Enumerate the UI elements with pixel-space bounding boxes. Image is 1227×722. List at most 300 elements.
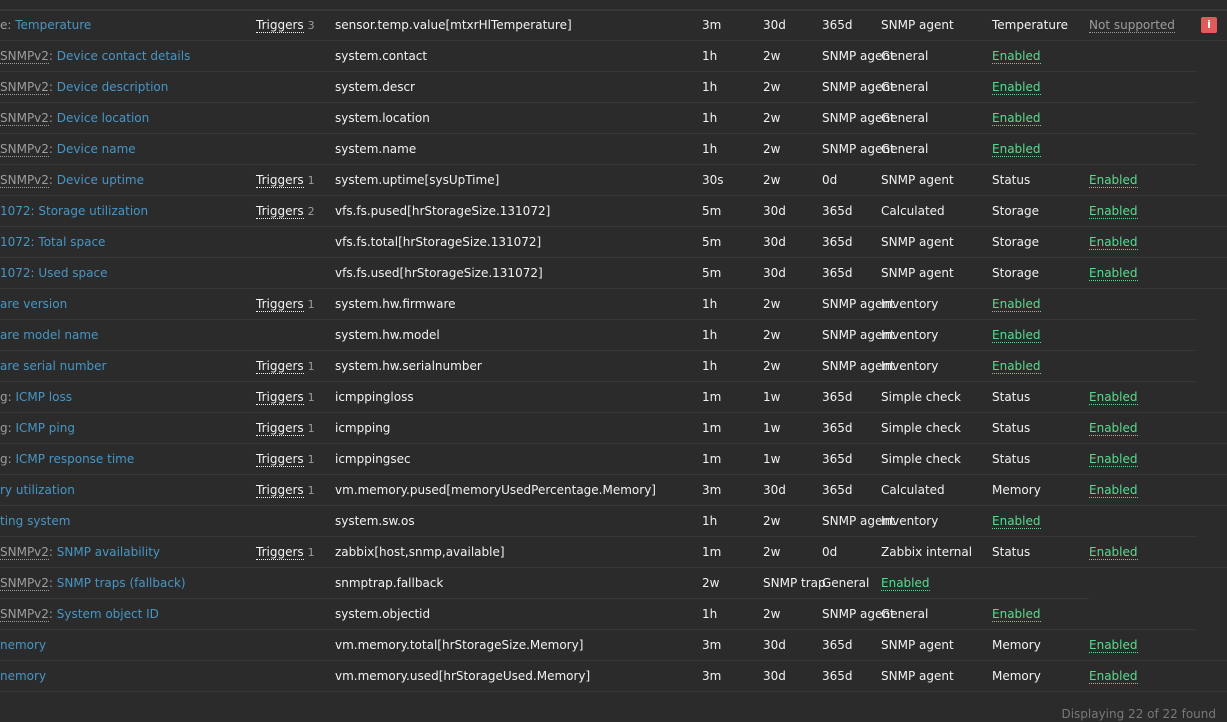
history-period: 1w <box>763 444 822 475</box>
update-interval: 1h <box>702 320 763 351</box>
triggers-cell <box>256 41 335 72</box>
update-interval: 1h <box>702 41 763 72</box>
triggers-cell <box>256 320 335 351</box>
trends-period: 365d <box>822 382 881 413</box>
info-cell <box>1089 351 1196 382</box>
item-name-cell <box>0 475 256 506</box>
history-period: 2w <box>763 599 822 630</box>
item-type: SNMP trap <box>763 568 822 599</box>
item-name-link[interactable]: Device name <box>56 142 136 156</box>
item-type: SNMP agent <box>822 351 881 382</box>
update-interval: 1m <box>702 537 763 568</box>
item-name-link[interactable]: 1072: Used space <box>0 266 108 280</box>
trigger-count: 1 <box>307 174 315 187</box>
triggers-cell <box>256 413 335 444</box>
item-name-cell <box>0 289 256 320</box>
info-cell <box>1089 103 1196 134</box>
status-cell <box>1089 444 1196 475</box>
table-row <box>0 41 1227 72</box>
item-name-link[interactable]: System object ID <box>56 607 159 621</box>
triggers-link[interactable]: Triggers <box>256 421 304 435</box>
update-interval: 1h <box>702 351 763 382</box>
trends-period: 365d <box>822 630 881 661</box>
item-type: SNMP agent <box>881 165 992 196</box>
item-name-link[interactable]: ry utilization <box>0 483 75 497</box>
triggers-link[interactable]: Triggers <box>256 18 304 32</box>
info-cell <box>1196 630 1227 661</box>
update-interval: 1h <box>702 103 763 134</box>
history-period: 2w <box>763 537 822 568</box>
item-type: SNMP agent <box>881 258 992 289</box>
pagination-summary: Displaying 22 of 22 found <box>1061 707 1216 721</box>
update-interval: 1h <box>702 599 763 630</box>
item-name-cell <box>0 134 256 165</box>
trends-period: 365d <box>822 444 881 475</box>
item-type: Simple check <box>881 413 992 444</box>
item-tag: General <box>822 568 881 599</box>
item-type: Simple check <box>881 382 992 413</box>
template-prefix-link[interactable]: SNMPv2 <box>0 607 49 621</box>
trigger-count: 1 <box>307 546 315 559</box>
item-name-cell <box>0 382 256 413</box>
status-toggle[interactable]: Enabled <box>992 142 1041 156</box>
item-tag: Status <box>992 444 1089 475</box>
item-type: SNMP agent <box>822 599 881 630</box>
item-tag: General <box>881 72 992 103</box>
triggers-cell <box>256 506 335 537</box>
status-toggle[interactable]: Enabled <box>992 80 1041 94</box>
item-name-link[interactable]: 1072: Storage utilization <box>0 204 149 218</box>
item-tag: Memory <box>992 661 1089 692</box>
table-row <box>0 413 1227 444</box>
history-period: 1w <box>763 413 822 444</box>
info-cell <box>992 568 1089 599</box>
history-period: 2w <box>763 506 822 537</box>
item-name-link[interactable]: Device contact details <box>56 49 191 63</box>
status-toggle[interactable]: Enabled <box>1089 669 1138 683</box>
template-prefix-link[interactable]: SNMPv2 <box>0 111 49 125</box>
item-name-link[interactable]: are version <box>0 297 68 311</box>
item-name-cell <box>0 413 256 444</box>
table-row <box>0 10 1227 41</box>
status-cell <box>992 134 1089 165</box>
status-toggle[interactable]: Enabled <box>1089 638 1138 652</box>
triggers-link[interactable]: Triggers <box>256 483 304 497</box>
status-cell <box>1089 475 1196 506</box>
table-row <box>0 320 1227 351</box>
info-cell <box>1196 258 1227 289</box>
status-toggle[interactable]: Enabled <box>992 111 1041 125</box>
item-type: SNMP agent <box>822 506 881 537</box>
info-cell <box>1196 537 1227 568</box>
table-row <box>0 165 1227 196</box>
status-cell <box>1089 196 1196 227</box>
triggers-cell <box>256 196 335 227</box>
template-prefix-link[interactable]: SNMPv2 <box>0 142 49 156</box>
status-cell <box>1089 227 1196 258</box>
name-separator: : <box>48 607 57 621</box>
status-toggle[interactable]: Enabled <box>992 328 1041 342</box>
triggers-cell <box>256 103 335 134</box>
info-error-icon[interactable]: i <box>1201 17 1217 33</box>
item-name-cell <box>0 568 256 599</box>
update-interval: 1h <box>702 289 763 320</box>
trends-period: 365d <box>822 475 881 506</box>
triggers-cell <box>256 475 335 506</box>
history-period: 2w <box>763 41 822 72</box>
item-name-cell <box>0 506 256 537</box>
triggers-link[interactable]: Triggers <box>256 545 304 559</box>
status-toggle[interactable]: Enabled <box>1089 204 1138 218</box>
triggers-cell <box>256 599 335 630</box>
triggers-cell <box>256 351 335 382</box>
item-key: vfs.fs.used[hrStorageSize.131072] <box>335 258 702 289</box>
item-name-cell <box>0 196 256 227</box>
item-name-link[interactable]: Device location <box>56 111 150 125</box>
table-row <box>0 196 1227 227</box>
status-toggle[interactable]: Enabled <box>1089 545 1138 559</box>
item-key: icmpping <box>335 413 702 444</box>
item-name-cell <box>0 320 256 351</box>
trigger-count: 2 <box>307 205 315 218</box>
info-cell <box>1196 475 1227 506</box>
item-tag: Storage <box>992 196 1089 227</box>
item-key: system.objectid <box>335 599 702 630</box>
update-interval: 5m <box>702 258 763 289</box>
status-cell <box>1089 537 1196 568</box>
item-type: SNMP agent <box>822 289 881 320</box>
item-type: SNMP agent <box>822 72 881 103</box>
history-period: 2w <box>763 351 822 382</box>
update-interval: 30s <box>702 165 763 196</box>
item-key: zabbix[host,snmp,available] <box>335 537 702 568</box>
status-cell <box>1089 10 1196 41</box>
name-separator: g: <box>0 390 16 404</box>
trends-period: 0d <box>822 537 881 568</box>
history-period: 2w <box>763 134 822 165</box>
trigger-count: 1 <box>307 484 315 497</box>
status-toggle[interactable]: Enabled <box>1089 173 1138 187</box>
triggers-cell <box>256 165 335 196</box>
triggers-cell <box>256 661 335 692</box>
name-separator: : <box>48 545 57 559</box>
update-interval: 1h <box>702 506 763 537</box>
info-cell <box>1089 506 1196 537</box>
item-name-cell <box>0 227 256 258</box>
trigger-count: 1 <box>307 422 315 435</box>
item-type: Calculated <box>881 475 992 506</box>
item-type: SNMP agent <box>881 10 992 41</box>
table-row <box>0 506 1227 537</box>
template-prefix-link[interactable]: SNMPv2 <box>0 80 49 94</box>
history-period: 2w <box>763 165 822 196</box>
item-name-link[interactable]: nemory <box>0 638 47 652</box>
info-cell <box>1089 134 1196 165</box>
triggers-link[interactable]: Triggers <box>256 204 304 218</box>
item-name-link[interactable]: Device description <box>56 80 169 94</box>
item-name-link[interactable]: Temperature <box>15 18 92 32</box>
item-name-cell <box>0 72 256 103</box>
item-name-link[interactable]: SNMP traps (fallback) <box>56 576 186 590</box>
item-tag: Inventory <box>881 289 992 320</box>
name-separator: : <box>48 576 57 590</box>
item-tag: Memory <box>992 630 1089 661</box>
item-name-cell <box>0 599 256 630</box>
item-name-link[interactable]: ICMP loss <box>15 390 72 404</box>
trigger-count: 3 <box>307 19 315 32</box>
info-cell <box>1196 661 1227 692</box>
item-type: SNMP agent <box>822 134 881 165</box>
name-separator: : <box>48 173 57 187</box>
item-key: system.name <box>335 134 702 165</box>
trigger-count: 1 <box>307 360 315 373</box>
info-cell <box>1089 72 1196 103</box>
history-period: 30d <box>763 10 822 41</box>
item-key: system.uptime[sysUpTime] <box>335 165 702 196</box>
table-row <box>0 227 1227 258</box>
trigger-count: 1 <box>307 298 315 311</box>
name-separator: g: <box>0 421 16 435</box>
items-table <box>0 10 1227 692</box>
history-period: 2w <box>702 568 763 599</box>
item-tag: Storage <box>992 258 1089 289</box>
table-row <box>0 134 1227 165</box>
triggers-cell <box>256 258 335 289</box>
info-cell <box>1196 165 1227 196</box>
triggers-link[interactable]: Triggers <box>256 359 304 373</box>
table-row <box>0 599 1227 630</box>
status-toggle[interactable]: Enabled <box>992 607 1041 621</box>
table-row <box>0 537 1227 568</box>
item-name-link[interactable]: are model name <box>0 328 99 342</box>
item-type: SNMP agent <box>881 661 992 692</box>
info-cell <box>1196 10 1227 41</box>
history-period: 30d <box>763 196 822 227</box>
status-toggle[interactable]: Enabled <box>992 514 1041 528</box>
name-separator: g: <box>0 452 16 466</box>
history-period: 30d <box>763 258 822 289</box>
item-type: SNMP agent <box>822 103 881 134</box>
item-key: vm.memory.total[hrStorageSize.Memory] <box>335 630 702 661</box>
status-cell <box>1089 413 1196 444</box>
triggers-cell <box>256 382 335 413</box>
triggers-link[interactable]: Triggers <box>256 297 304 311</box>
status-toggle[interactable]: Enabled <box>1089 235 1138 249</box>
update-interval: 5m <box>702 196 763 227</box>
status-cell <box>992 72 1089 103</box>
status-cell <box>992 41 1089 72</box>
table-row <box>0 475 1227 506</box>
table-row <box>0 444 1227 475</box>
status-cell <box>1089 258 1196 289</box>
info-cell <box>1089 41 1196 72</box>
triggers-cell <box>256 289 335 320</box>
item-name-cell <box>0 103 256 134</box>
template-prefix-link[interactable]: SNMPv2 <box>0 545 49 559</box>
item-tag: Temperature <box>992 10 1089 41</box>
item-name-cell <box>0 41 256 72</box>
status-toggle[interactable]: Enabled <box>992 49 1041 63</box>
info-cell <box>1089 599 1196 630</box>
item-tag: General <box>881 103 992 134</box>
trends-period: 365d <box>822 227 881 258</box>
name-separator: : <box>48 49 57 63</box>
item-name-link[interactable]: ICMP ping <box>15 421 75 435</box>
status-cell <box>1089 661 1196 692</box>
trends-period: 365d <box>822 661 881 692</box>
item-key: system.descr <box>335 72 702 103</box>
trends-period: 365d <box>822 413 881 444</box>
item-name-link[interactable]: ting system <box>0 514 71 528</box>
trends-period: 365d <box>822 258 881 289</box>
name-separator: e: <box>0 18 16 32</box>
item-type: SNMP agent <box>881 630 992 661</box>
table-row <box>0 568 1227 599</box>
status-toggle[interactable]: Enabled <box>1089 390 1138 404</box>
item-name-cell <box>0 444 256 475</box>
item-name-cell <box>0 630 256 661</box>
triggers-cell <box>256 227 335 258</box>
item-tag: Status <box>992 413 1089 444</box>
item-name-link[interactable]: nemory <box>0 669 47 683</box>
status-toggle[interactable]: Enabled <box>1089 266 1138 280</box>
table-row <box>0 72 1227 103</box>
item-tag: Status <box>992 537 1089 568</box>
status-toggle[interactable]: Enabled <box>881 576 930 590</box>
item-name-cell <box>0 661 256 692</box>
status-cell <box>992 599 1089 630</box>
table-row <box>0 258 1227 289</box>
item-key: system.hw.firmware <box>335 289 702 320</box>
item-key: snmptrap.fallback <box>335 568 702 599</box>
history-period: 30d <box>763 227 822 258</box>
item-name-cell <box>0 165 256 196</box>
item-key: system.hw.model <box>335 320 702 351</box>
item-key: system.location <box>335 103 702 134</box>
item-key: vm.memory.pused[memoryUsedPercentage.Memory] <box>335 475 702 506</box>
name-separator: : <box>48 142 57 156</box>
triggers-link[interactable]: Triggers <box>256 390 304 404</box>
update-interval: 3m <box>702 10 763 41</box>
history-period: 30d <box>763 630 822 661</box>
item-type: Zabbix internal <box>881 537 992 568</box>
update-interval: 1m <box>702 444 763 475</box>
item-name-link[interactable]: SNMP availability <box>56 545 161 559</box>
item-type: Simple check <box>881 444 992 475</box>
item-name-cell <box>0 258 256 289</box>
item-tag: Inventory <box>881 320 992 351</box>
item-key: vfs.fs.total[hrStorageSize.131072] <box>335 227 702 258</box>
update-interval: 3m <box>702 661 763 692</box>
item-key: system.sw.os <box>335 506 702 537</box>
info-cell <box>1089 289 1196 320</box>
history-period: 2w <box>763 72 822 103</box>
template-prefix-link[interactable]: SNMPv2 <box>0 173 49 187</box>
item-type: SNMP agent <box>822 320 881 351</box>
status-cell <box>1089 165 1196 196</box>
triggers-cell <box>256 568 335 599</box>
triggers-cell <box>256 10 335 41</box>
status-cell <box>881 568 992 599</box>
item-key: system.contact <box>335 41 702 72</box>
item-tag: General <box>881 41 992 72</box>
item-name-link[interactable]: are serial number <box>0 359 107 373</box>
history-period: 30d <box>763 661 822 692</box>
info-cell <box>1196 444 1227 475</box>
status-cell <box>1089 382 1196 413</box>
item-tag: Inventory <box>881 506 992 537</box>
item-tag: General <box>881 134 992 165</box>
item-key: sensor.temp.value[mtxrHlTemperature] <box>335 10 702 41</box>
status-cell <box>992 103 1089 134</box>
name-separator: : <box>48 111 57 125</box>
status-cell <box>992 289 1089 320</box>
status-toggle[interactable]: Enabled <box>992 359 1041 373</box>
item-tag: General <box>881 599 992 630</box>
trigger-count: 1 <box>307 391 315 404</box>
item-tag: Inventory <box>881 351 992 382</box>
update-interval: 5m <box>702 227 763 258</box>
update-interval: 3m <box>702 475 763 506</box>
history-period: 1w <box>763 382 822 413</box>
triggers-cell <box>256 444 335 475</box>
triggers-cell <box>256 72 335 103</box>
template-prefix-link[interactable]: SNMPv2 <box>0 576 49 590</box>
update-interval: 1h <box>702 72 763 103</box>
item-name-link[interactable]: ICMP response time <box>15 452 135 466</box>
trigger-count: 1 <box>307 453 315 466</box>
item-name-link[interactable]: Device uptime <box>56 173 144 187</box>
item-key: icmppingloss <box>335 382 702 413</box>
item-tag: Status <box>992 165 1089 196</box>
status-toggle[interactable]: Enabled <box>1089 452 1138 466</box>
table-row <box>0 103 1227 134</box>
triggers-link[interactable]: Triggers <box>256 452 304 466</box>
item-key: system.hw.serialnumber <box>335 351 702 382</box>
item-key: vm.memory.used[hrStorageUsed.Memory] <box>335 661 702 692</box>
triggers-cell <box>256 537 335 568</box>
update-interval: 3m <box>702 630 763 661</box>
info-cell <box>1089 320 1196 351</box>
item-name-link[interactable]: 1072: Total space <box>0 235 106 249</box>
item-name-cell <box>0 537 256 568</box>
item-name-cell <box>0 351 256 382</box>
trends-period: 365d <box>822 196 881 227</box>
item-tag: Storage <box>992 227 1089 258</box>
info-cell <box>1196 413 1227 444</box>
update-interval: 1h <box>702 134 763 165</box>
status-toggle[interactable]: Enabled <box>992 297 1041 311</box>
item-type: SNMP agent <box>822 41 881 72</box>
status-toggle[interactable]: Not supported <box>1089 18 1175 32</box>
status-toggle[interactable]: Enabled <box>1089 483 1138 497</box>
history-period: 30d <box>763 475 822 506</box>
status-cell <box>1089 630 1196 661</box>
items-table-body <box>0 10 1227 692</box>
history-period: 2w <box>763 289 822 320</box>
template-prefix-link[interactable]: SNMPv2 <box>0 49 49 63</box>
item-type: Calculated <box>881 196 992 227</box>
history-period: 2w <box>763 320 822 351</box>
table-row <box>0 351 1227 382</box>
name-separator: : <box>48 80 57 94</box>
item-tag: Status <box>992 382 1089 413</box>
status-toggle[interactable]: Enabled <box>1089 421 1138 435</box>
info-cell <box>1196 196 1227 227</box>
table-row <box>0 661 1227 692</box>
triggers-link[interactable]: Triggers <box>256 173 304 187</box>
status-cell <box>992 351 1089 382</box>
